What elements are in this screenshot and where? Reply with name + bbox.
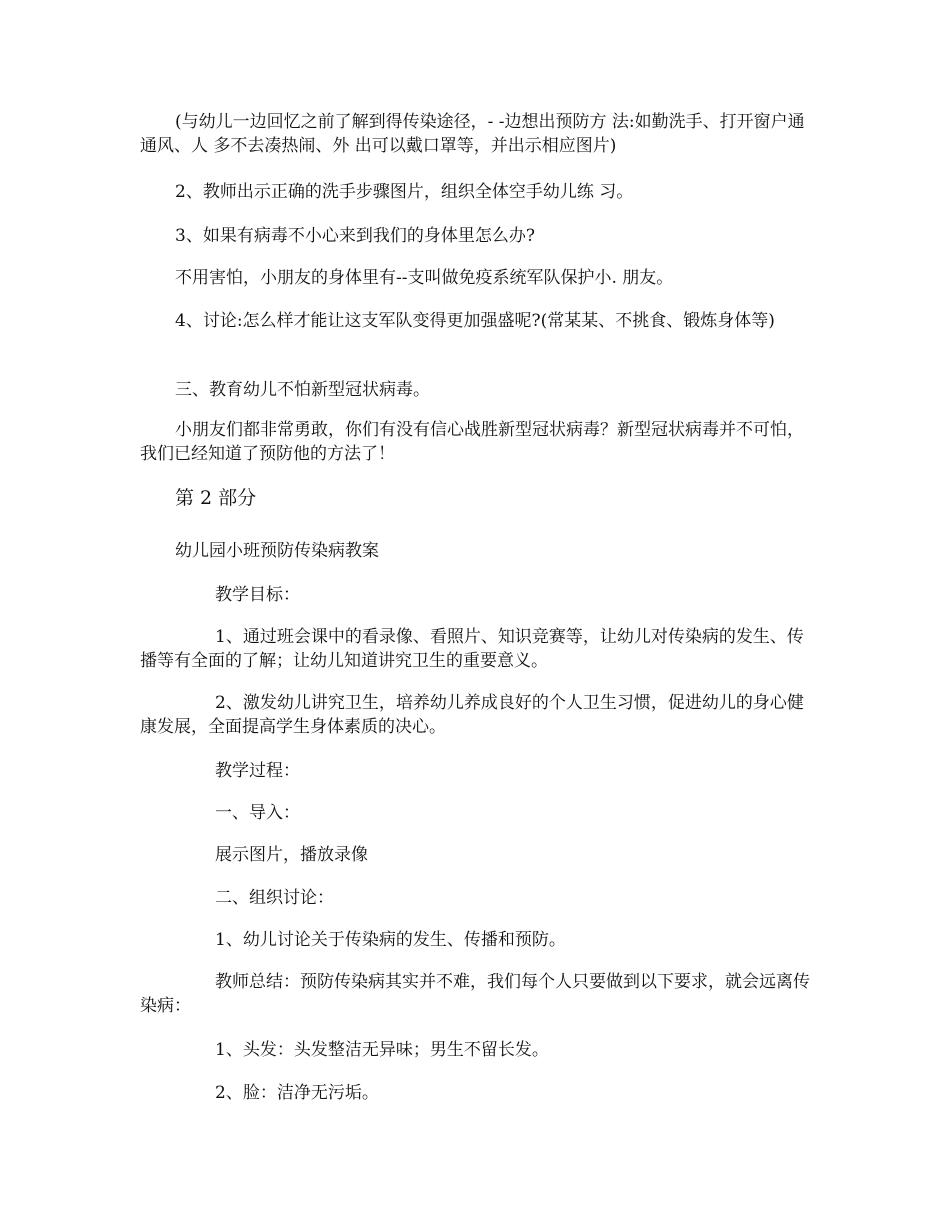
paragraph-courage: 小朋友们都非常勇敢，你们有没有信心战胜新型冠状病毒？新型冠状病毒并不可怕，我们已经知道了预防他的方法了！	[140, 420, 804, 464]
teacher-summary: 教师总结：预防传染病其实并不难，我们每个人只要做到以下要求，就会远离传染病：	[140, 972, 810, 1016]
goal-item-1: 1、通过班会课中的看录像、看照片、知识竞赛等，让幼儿对传染病的发生、传播等有全面的了解；让幼儿知道讲究卫生的重要意义。	[140, 627, 804, 671]
step-discussion: 二、组织讨论：	[215, 888, 334, 908]
paragraph-virus-question: 3、如果有病毒不小心来到我们的身体里怎么办?	[175, 226, 535, 246]
lesson-title: 幼儿园小班预防传染病教案	[175, 541, 379, 561]
paragraph-discussion: 4、讨论:怎么样才能让这支军队变得更加强盛呢?(常某某、不挑食、锻炼身体等)	[175, 311, 775, 331]
paragraph-immune-army: 不用害怕，小朋友的身体里有--支叫做免疫系统军队保护小. 朋友。	[175, 268, 674, 288]
paragraph-handwash-steps: 2、教师出示正确的洗手步骤图片，组织全体空手幼儿练 习。	[175, 182, 634, 202]
paragraph-recall-prevention: (与幼儿一边回忆之前了解到得传染途径，- -边想出预防方 法:如勤洗手、打开窗户通通风、人 多不去凑热闹、外 出可以戴口罩等，并出示相应图片)	[140, 112, 805, 156]
process-heading: 教学过程：	[215, 761, 300, 781]
paragraph-section-three: 三、教育幼儿不怕新型冠状病毒。	[175, 380, 430, 400]
step-intro: 一、导入：	[215, 803, 300, 823]
goal-item-2: 2、激发幼儿讲究卫生，培养幼儿养成良好的个人卫生习惯，促进幼儿的身心健康发展，全面提高学生身体素质的决心。	[140, 693, 804, 737]
requirement-hair: 1、头发：头发整洁无异味；男生不留长发。	[215, 1040, 549, 1060]
requirement-face: 2、脸：洁净无污垢。	[215, 1083, 379, 1103]
section-heading: 第 2 部分	[175, 487, 257, 509]
goals-heading: 教学目标：	[215, 585, 300, 605]
step-intro-detail: 展示图片，播放录像	[215, 845, 368, 865]
discussion-item-1: 1、幼儿讨论关于传染病的发生、传播和预防。	[215, 930, 566, 950]
